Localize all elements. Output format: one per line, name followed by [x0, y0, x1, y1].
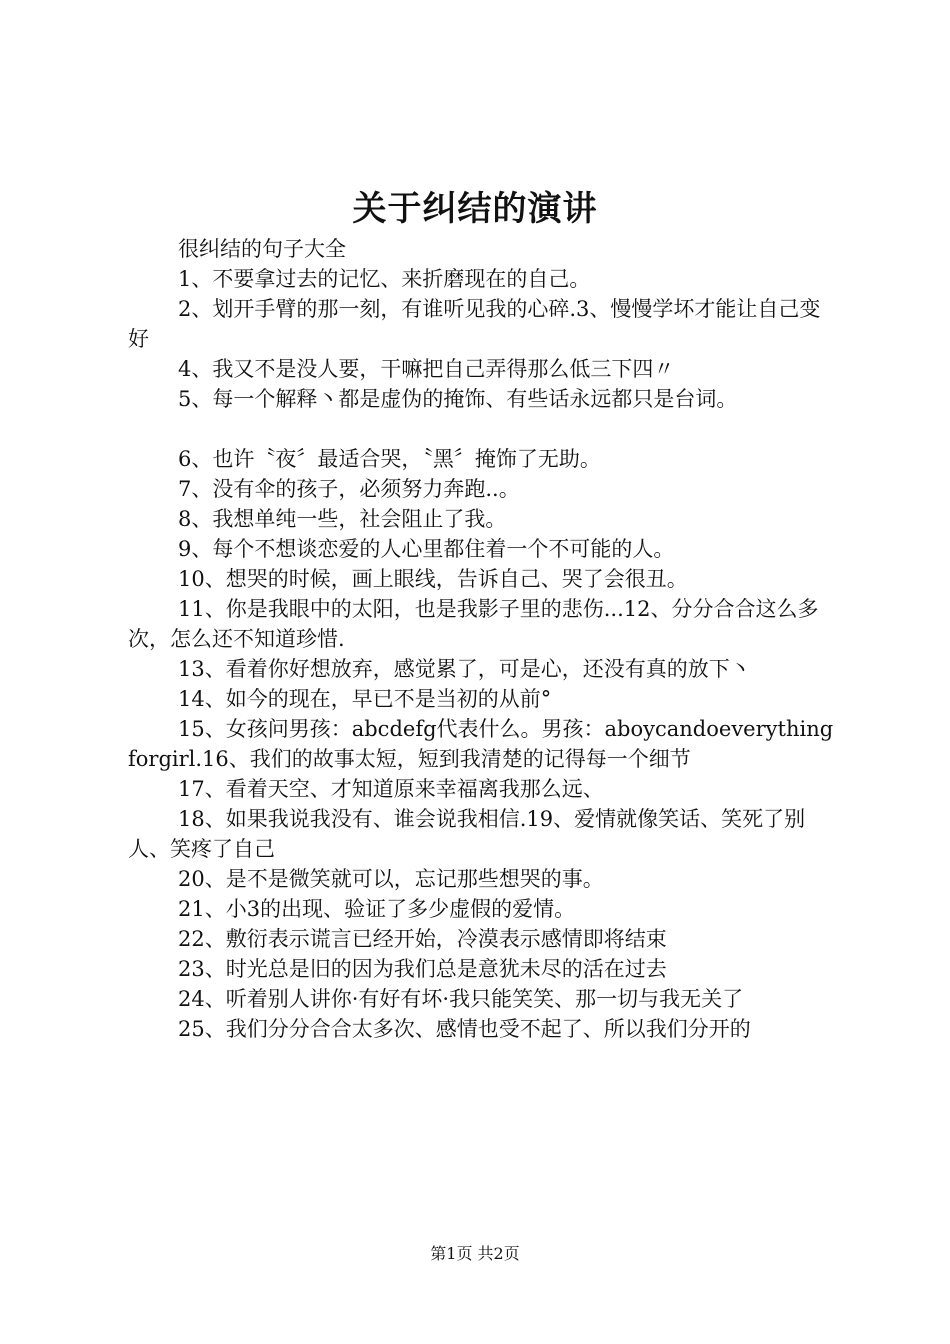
paragraph: 8、我想单纯一些，社会阻止了我。 — [178, 507, 507, 531]
paragraph: 25、我们分分合合太多次、感情也受不起了、所以我们分开的 — [178, 1017, 751, 1041]
paragraph: 7、没有伞的孩子，必须努力奔跑..。 — [178, 477, 520, 501]
page-footer: 第1页 共2页 — [430, 1244, 520, 1263]
paragraph: 17、看着天空、才知道原来幸福离我那么远、 — [178, 777, 604, 801]
paragraph: 6、也许〝夜〞最适合哭，〝黑〞掩饰了无助。 — [178, 447, 601, 471]
paragraph: 15、女孩问男孩：abcdefg代表什么。男孩：aboycandoeverythingforgirl.16、我们的故事太短，短到我清楚的记得每一个细节 — [128, 717, 834, 771]
paragraph: 2、划开手臂的那一刻，有谁听见我的心碎.3、慢慢学坏才能让自己变好 — [128, 297, 821, 351]
blank-line — [128, 414, 838, 444]
paragraph: 21、小3的出现、验证了多少虚假的爱情。 — [178, 897, 576, 921]
paragraph: 13、看着你好想放弃，感觉累了，可是心，还没有真的放下丶 — [178, 657, 751, 681]
paragraph: 1、不要拿过去的记忆、来折磨现在的自己。 — [178, 267, 591, 291]
paragraph: 22、敷衍表示谎言已经开始，冷漠表示感情即将结束 — [178, 927, 667, 951]
paragraph: 10、想哭的时候，画上眼线，告诉自己、哭了会很丑。 — [178, 567, 688, 591]
paragraph: 很纠结的句子大全 — [178, 237, 346, 261]
paragraph: 11、你是我眼中的太阳，也是我影子里的悲伤...12、分分合合这么多次，怎么还不知道珍惜. — [128, 597, 819, 651]
paragraph: 18、如果我说我没有、谁会说我相信.19、爱情就像笑话、笑死了别人、笑疼了自己 — [128, 807, 806, 861]
paragraph: 14、如今的现在，早已不是当初的从前° — [178, 687, 552, 711]
paragraph: 9、每个不想谈恋爱的人心里都住着一个不可能的人。 — [178, 537, 675, 561]
paragraph: 5、每一个解释丶都是虚伪的掩饰、有些话永远都只是台词。 — [178, 387, 738, 411]
paragraph: 23、时光总是旧的因为我们总是意犹未尽的活在过去 — [178, 957, 667, 981]
paragraph: 20、是不是微笑就可以，忘记那些想哭的事。 — [178, 867, 604, 891]
document-body — [128, 234, 838, 1044]
paragraph: 4、我又不是没人要，干嘛把自己弄得那么低三下四〃 — [178, 357, 675, 381]
paragraph: 24、听着别人讲你·有好有坏·我只能笑笑、那一切与我无关了 — [178, 987, 744, 1011]
page-title: 关于纠结的演讲 — [352, 189, 598, 229]
